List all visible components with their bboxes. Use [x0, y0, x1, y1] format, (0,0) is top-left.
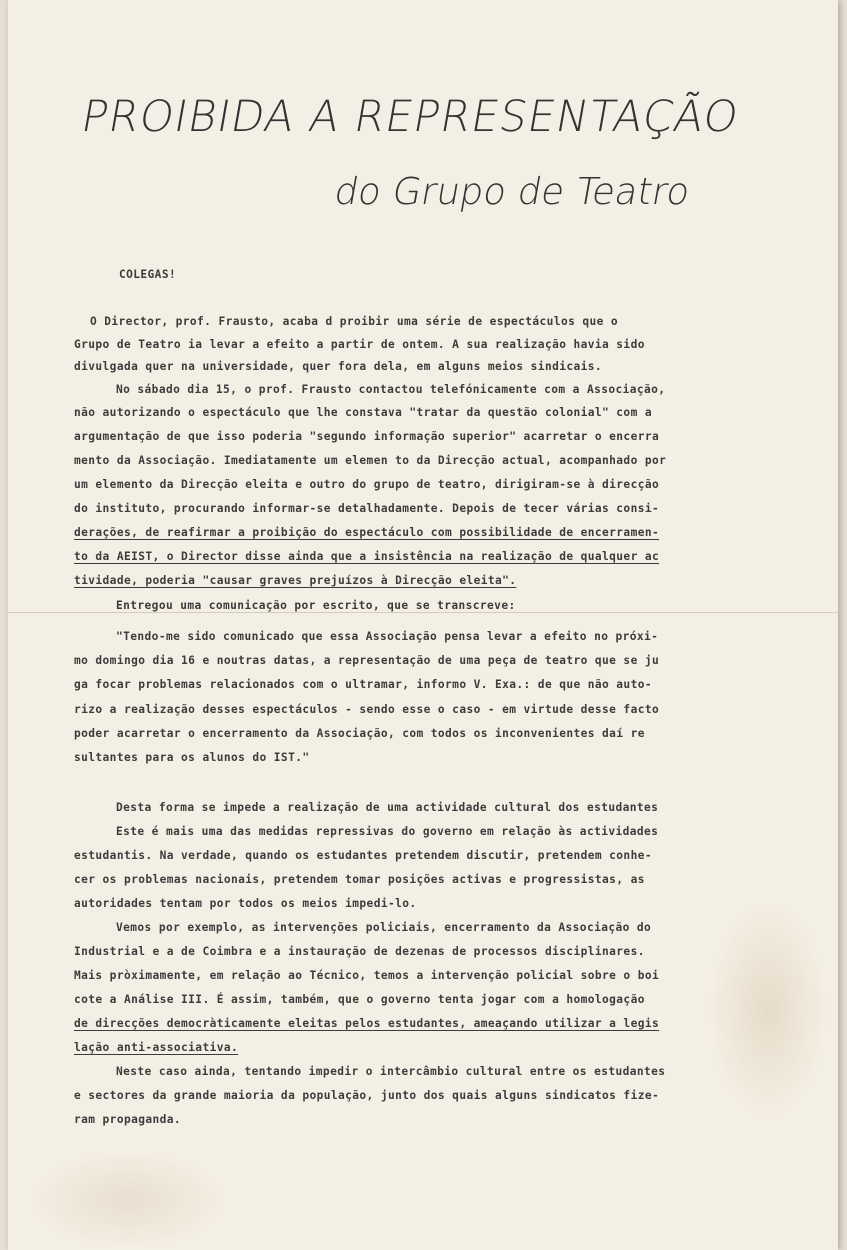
text-line: Entregou uma comunicação por escrito, que se transcreve:: [116, 599, 516, 612]
text-line: divulgada quer na universidade, quer fora dela, em alguns meios sindicais.: [74, 360, 603, 373]
page-subtitle: do Grupo de Teatro: [331, 170, 694, 213]
text-line: não autorizando o espectáculo que lhe constava "tratar da questão colonial" com a: [74, 406, 652, 419]
text-line: Desta forma se impede a realização de uma actividade cultural dos estudantes: [116, 801, 659, 814]
text-line: do instituto, procurando informar-se detalhadamente. Depois de tecer várias consi-: [74, 502, 660, 515]
text-line: Industrial e a de Coimbra e a instauração de dezenas de processos disciplinares.: [74, 945, 645, 958]
text-line: Mais pròximamente, em relação ao Técnico, temos a intervenção policial sobre o boi: [74, 969, 660, 982]
quote-line: poder acarretar o encerramento da Associação, com todos os inconvenientes daí re: [74, 727, 645, 740]
paper-fold: [8, 612, 838, 613]
text-line: derações, de reafirmar a proibição do espectáculo com possibilidade de encerramen-: [74, 526, 660, 539]
quote-line: rizo a realização desses espectáculos - sendo esse o caso - em virtude desse facto: [74, 703, 660, 716]
text-line: ram propaganda.: [74, 1113, 182, 1126]
text-line: O Director, prof. Frausto, acaba d proibir uma série de espectáculos que o: [90, 315, 619, 328]
text-line: cer os problemas nacionais, pretendem tomar posições activas e progressistas, as: [74, 873, 645, 886]
text-line: Grupo de Teatro ia levar a efeito a partir de ontem. A sua realização havia sido: [74, 338, 645, 351]
text-line: No sábado dia 15, o prof. Frausto contactou telefónicamente com a Associação,: [116, 383, 666, 396]
text-line: e sectores da grande maioria da população, junto dos quais alguns sindicatos fize-: [74, 1089, 660, 1102]
text-line: de direcções democràticamente eleitas pelos estudantes, ameaçando utilizar a legis: [74, 1017, 660, 1030]
quote-line: "Tendo-me sido comunicado que essa Associação pensa levar a efeito no próxi-: [116, 630, 659, 643]
text-line: Vemos por exemplo, as intervenções policiais, encerramento da Associação do: [116, 921, 652, 934]
quote-line: ga focar problemas relacionados com o ultramar, informo V. Exa.: de que não auto-: [74, 678, 652, 691]
text-line: mento da Associação. Imediatamente um elemen to da Direcção actual, acompanhado por: [74, 454, 667, 467]
text-line: lação anti-associativa.: [74, 1041, 239, 1054]
page-title: PROIBIDA A REPRESENTAÇÃO: [77, 92, 743, 142]
text-line: Neste caso ainda, tentando impedir o intercâmbio cultural entre os estudantes: [116, 1065, 666, 1078]
text-line: to da AEIST, o Director disse ainda que a insistência na realização de qualquer ac: [74, 550, 660, 563]
text-line: estudantis. Na verdade, quando os estudantes pretendem discutir, pretendem conhe-: [74, 849, 652, 862]
text-line: um elemento da Direcção eleita e outro do grupo de teatro, dirigiram-se à direcção: [74, 478, 660, 491]
text-line: autoridades tentam por todos os meios impedi-lo.: [74, 897, 417, 910]
paper-stain: [28, 1150, 228, 1250]
salutation: COLEGAS!: [119, 268, 177, 281]
text-line: cote a Análise III. É assim, também, que o governo tenta jogar com a homologação: [74, 993, 645, 1006]
text-line: tividade, poderia "causar graves prejuízos à Direcção eleita".: [74, 574, 517, 587]
quote-line: mo domingo dia 16 e noutras datas, a representação de uma peça de teatro que se ju: [74, 654, 660, 667]
paper-stain: [708, 900, 828, 1120]
quote-line: sultantes para os alunos do IST.": [74, 751, 310, 764]
text-line: argumentação de que isso poderia "segundo informação superior" acarretar o encerra: [74, 430, 660, 443]
text-line: Este é mais uma das medidas repressivas do governo em relação às actividades: [116, 825, 659, 838]
